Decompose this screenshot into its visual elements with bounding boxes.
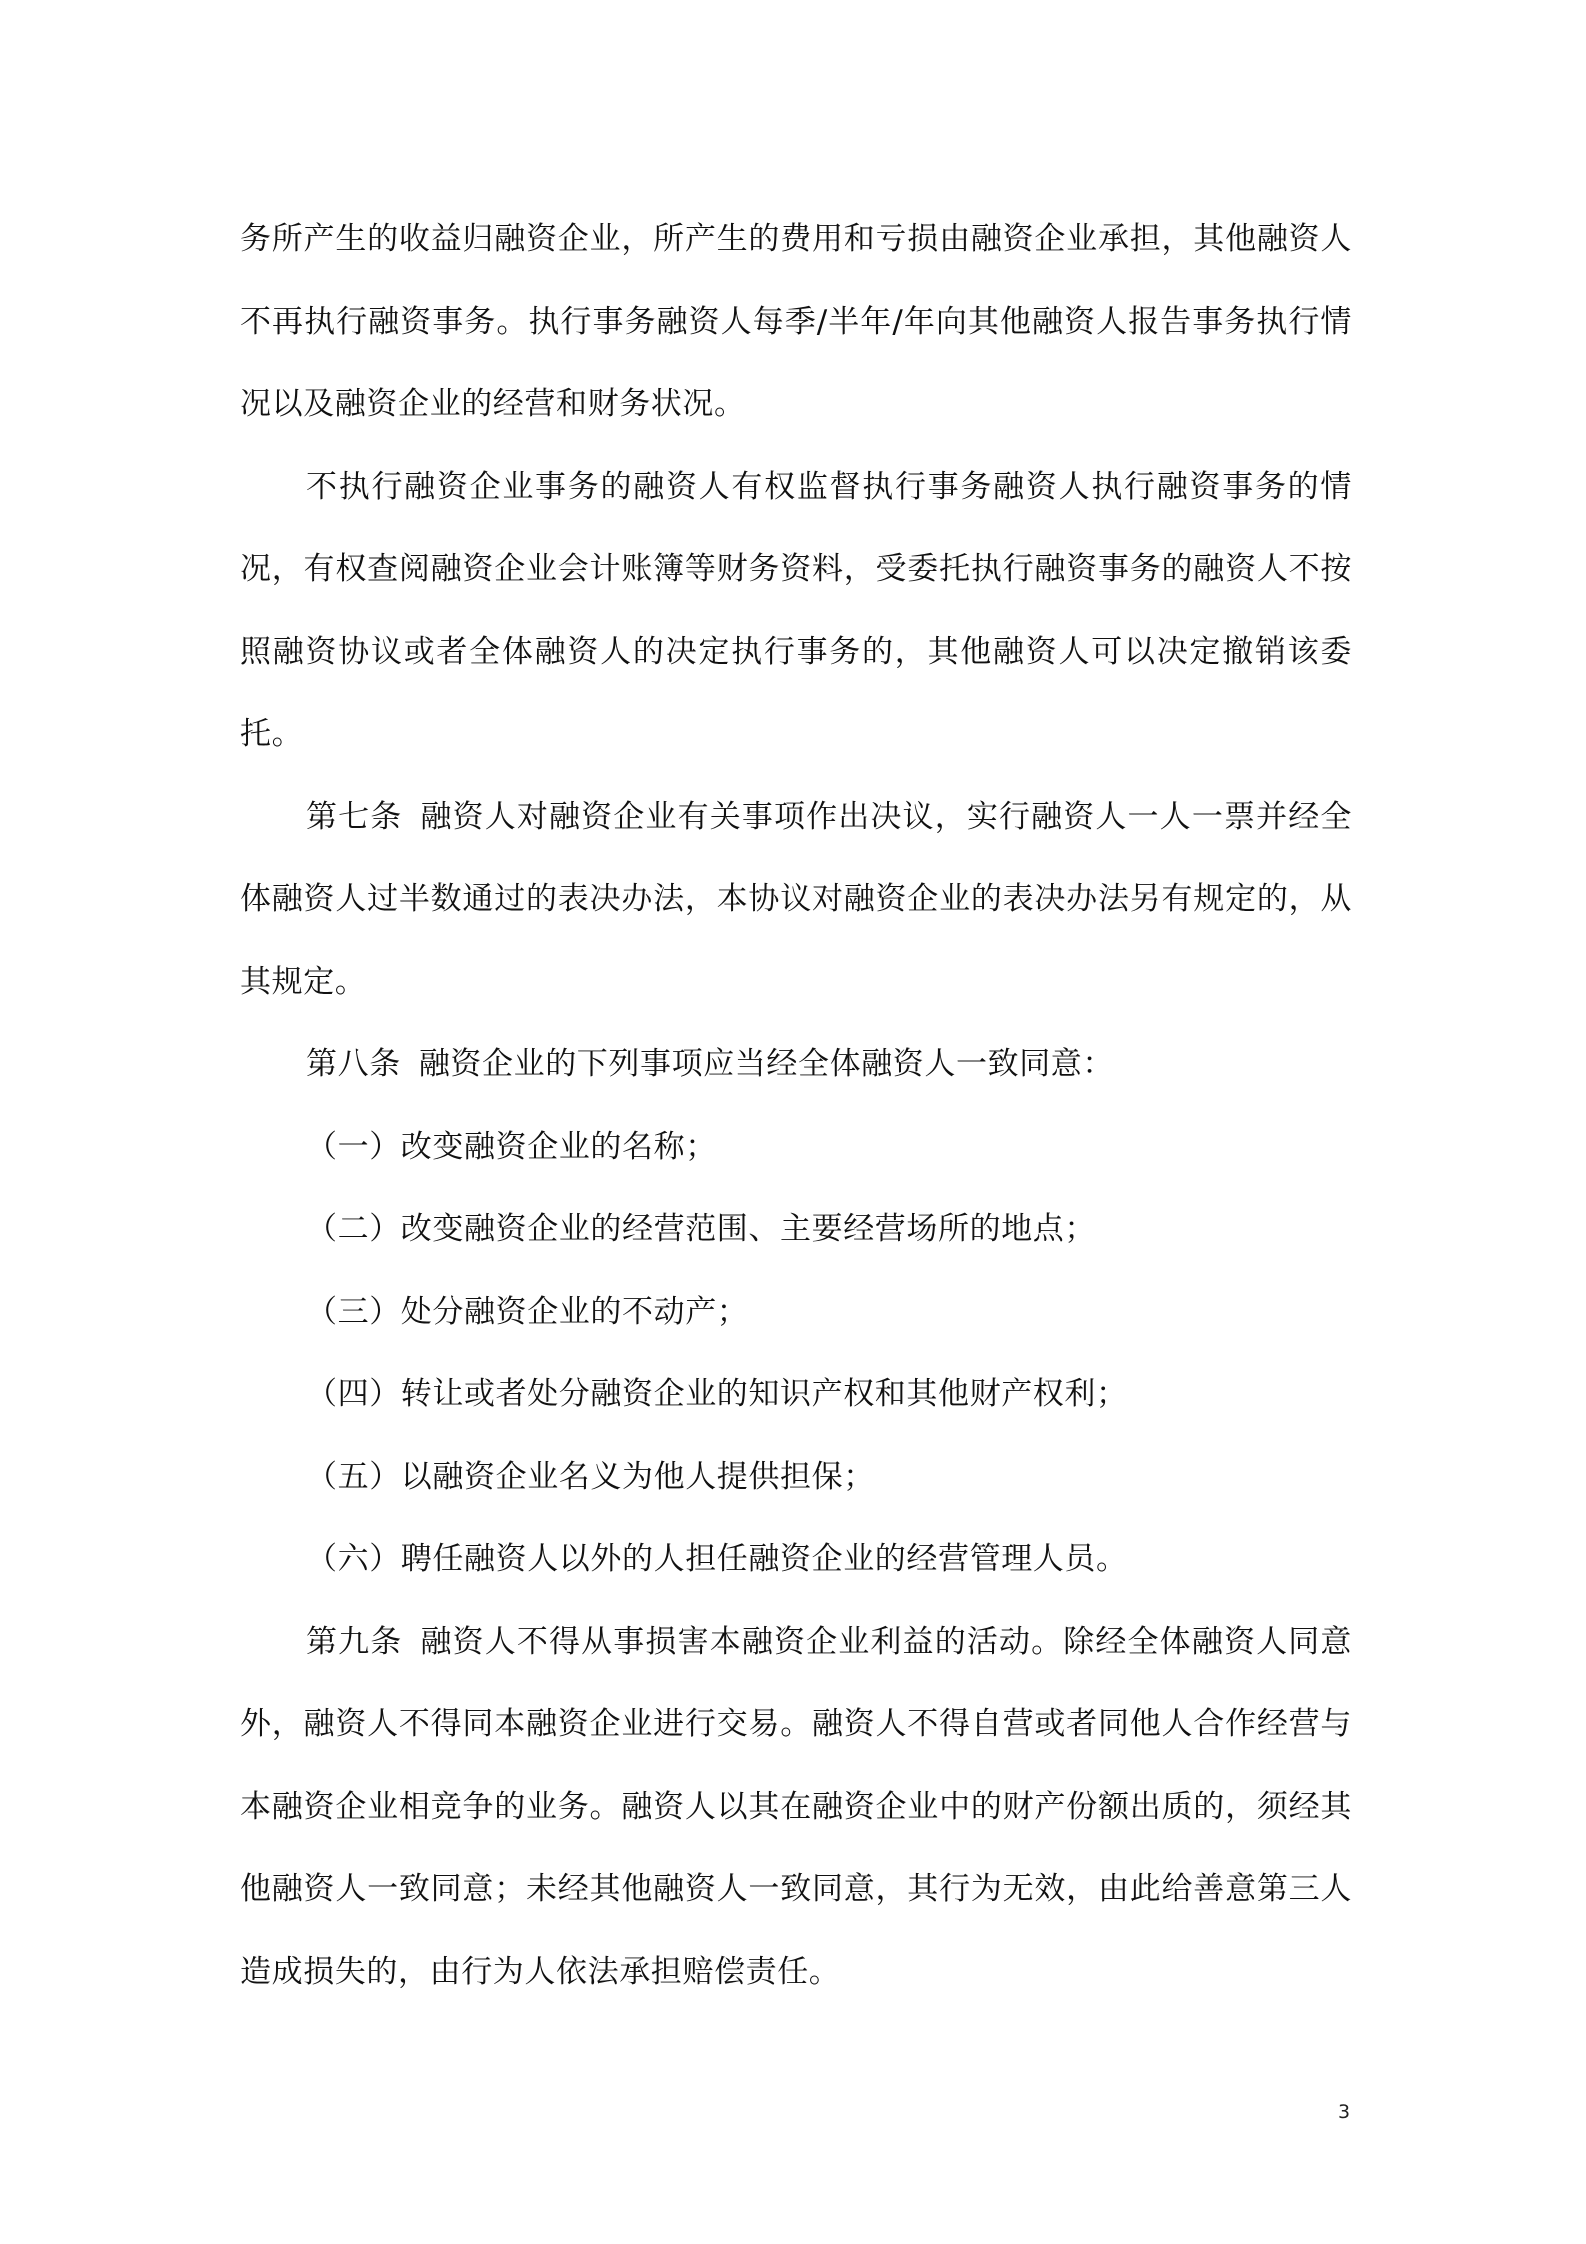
article-9-text: 融资人不得从事损害本融资企业利益的活动。除经全体融资人同意外，融资人不得同本融资企业进行交易。融资人不得自营或者同他人合作经营与本融资企业相竞争的业务。融资人以其在融资企业中的财产份额出质的，须经其他融资人一致同意；未经其他融资人一致同意，其行为无效，由此给善意第三人造成损失的，由行为人依法承担赔偿责任。: [240, 1623, 1352, 1990]
document-body: [240, 198, 1352, 2013]
list-item-5: （五）以融资企业名义为他人提供担保；: [306, 1458, 875, 1495]
article-9: [240, 1601, 1352, 2014]
article-7-text: 融资人对融资企业有关事项作出决议，实行融资人一人一票并经全体融资人过半数通过的表决办法，本协议对融资企业的表决办法另有规定的，从其规定。: [240, 798, 1352, 1000]
article-7-label: 第七条: [306, 798, 403, 835]
list-item-1: （一）改变融资企业的名称；: [306, 1128, 717, 1165]
article-7: [240, 776, 1352, 1024]
article-8: [240, 1023, 1352, 1106]
list-item-6: （六）聘任融资人以外的人担任融资企业的经营管理人员。: [306, 1541, 1128, 1577]
paragraph-continuation: 务所产生的收益归融资企业，所产生的费用和亏损由融资企业承担，其他融资人不再执行融资事务。执行事务融资人每季/半年/年向其他融资人报告事务执行情况以及融资企业的经营和财务状况。: [240, 221, 1352, 422]
list-item-3: （三）处分融资企业的不动产；: [306, 1293, 749, 1330]
article-9-label: 第九条: [306, 1623, 403, 1660]
list-item-4: （四）转让或者处分融资企业的知识产权和其他财产权利；: [306, 1376, 1128, 1412]
list-item-2: （二）改变融资企业的经营范围、主要经营场所的地点；: [306, 1211, 1096, 1247]
paragraph-supervision-rights: 不执行融资企业事务的融资人有权监督执行事务融资人执行融资事务的情况，有权查阅融资企业会计账簿等财务资料，受委托执行融资事务的融资人不按照融资协议或者全体融资人的决定执行事务的，其他融资人可以决定撤销该委托。: [240, 468, 1352, 752]
page-number: 3: [1338, 2101, 1351, 2123]
article-8-text: 融资企业的下列事项应当经全体融资人一致同意：: [418, 1046, 1115, 1082]
article-8-label: 第八条: [306, 1046, 401, 1082]
